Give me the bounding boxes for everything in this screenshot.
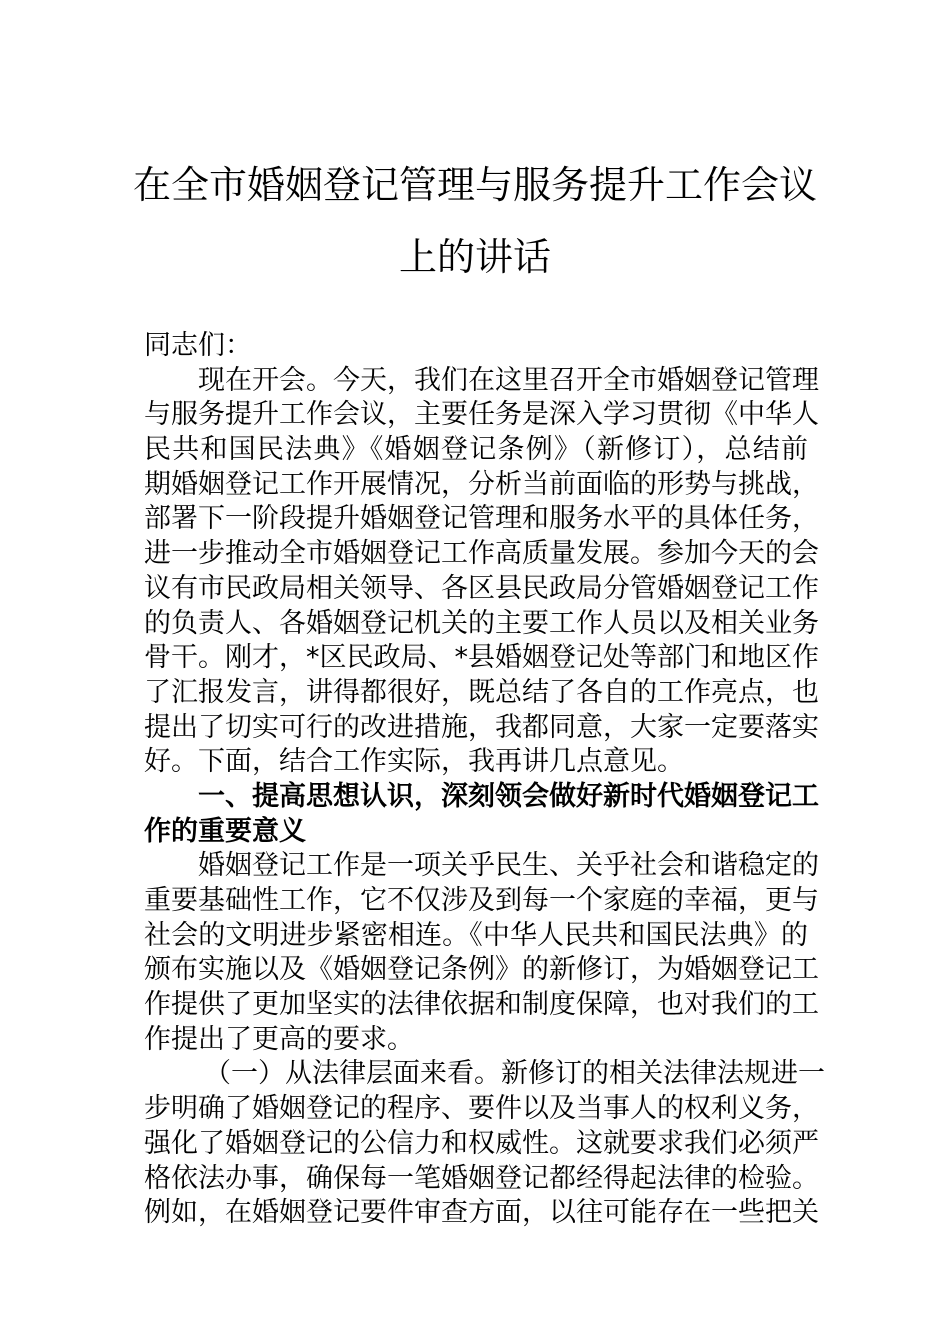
paragraph-line: 格依法办事，确保每一笔婚姻登记都经得起法律的检验。: [144, 1162, 819, 1194]
paragraph-line: （一）从法律层面来看。新修订的相关法律法规进一: [204, 1058, 825, 1090]
paragraph-line: 强化了婚姻登记的公信力和权威性。这就要求我们必须严: [144, 1127, 819, 1159]
paragraph-line: 例如，在婚姻登记要件审查方面，以往可能存在一些把关: [144, 1197, 819, 1229]
paragraph-line: 进一步推动全市婚姻登记工作高质量发展。参加今天的会: [144, 538, 819, 570]
paragraph-line: 作提出了更高的要求。: [144, 1023, 414, 1055]
paragraph-line: 作提供了更加坚实的法律依据和制度保障，也对我们的工: [144, 989, 819, 1021]
paragraph-line: 骨干。刚才，*区民政局、*县婚姻登记处等部门和地区作: [144, 642, 819, 674]
paragraph-line: 重要基础性工作，它不仅涉及到每一个家庭的幸福，更与: [144, 885, 819, 916]
paragraph-line: 颁布实施以及《婚姻登记条例》的新修订，为婚姻登记工: [144, 954, 819, 986]
document-body: [144, 329, 825, 1231]
paragraph-line: 了汇报发言，讲得都很好，既总结了各自的工作亮点，也: [144, 676, 819, 708]
document-title-line-1: 在全市婚姻登记管理与服务提升工作会议: [132, 163, 817, 207]
section-heading-line: 作的重要意义: [144, 815, 306, 847]
paragraph-line: 期婚姻登记工作开展情况，分析当前面临的形势与挑战，: [144, 468, 819, 500]
paragraph-line: 步明确了婚姻登记的程序、要件以及当事人的权利义务，: [144, 1093, 819, 1125]
paragraph-line: 婚姻登记工作是一项关乎民生、关乎社会和谐稳定的: [198, 850, 819, 882]
paragraph-line: 民共和国民法典》《婚姻登记条例》（新修订），总结前: [144, 434, 808, 466]
paragraph-line: 部署下一阶段提升婚姻登记管理和服务水平的具体任务，: [144, 503, 819, 535]
salutation: 同志们：: [144, 330, 252, 361]
document-title-line-2: 上的讲话: [398, 235, 551, 279]
section-heading-line: 一、提高思想认识，深刻领会做好新时代婚姻登记工: [198, 780, 819, 812]
paragraph-line: 的负责人、各婚姻登记机关的主要工作人员以及相关业务: [144, 607, 819, 639]
paragraph-line: 提出了切实可行的改进措施，我都同意，大家一定要落实: [144, 711, 819, 743]
paragraph-line: 现在开会。今天，我们在这里召开全市婚姻登记管理: [198, 364, 819, 396]
paragraph-line: 好。下面，结合工作实际，我再讲几点意见。: [144, 746, 684, 778]
paragraph-line: 与服务提升工作会议，主要任务是深入学习贯彻《中华人: [144, 399, 819, 431]
paragraph-line: 议有市民政局相关领导、各区县民政局分管婚姻登记工作: [144, 572, 819, 604]
paragraph-line: 社会的文明进步紧密相连。《中华人民共和国民法典》的: [144, 919, 808, 951]
